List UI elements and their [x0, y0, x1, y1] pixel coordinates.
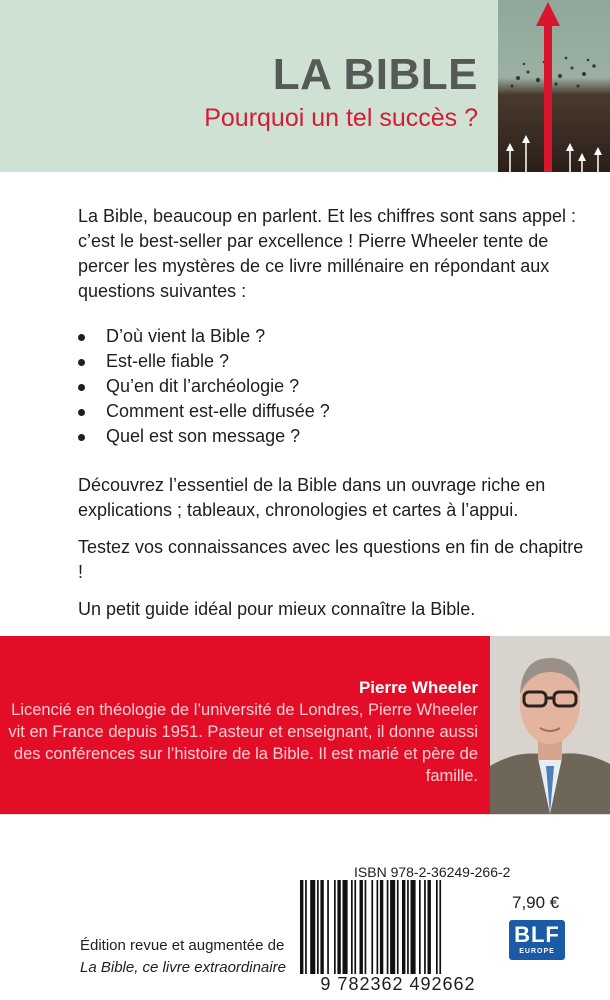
book-subtitle: Pourquoi un tel succès ?: [204, 104, 478, 132]
intro-paragraph: La Bible, beaucoup en parlent. Et les chiffres sont sans appel : c’est le best-seller par excellence ! Pierre Wheeler tente de percer les mystères de ce livre millénaire en répondant aux questions suivantes :: [78, 206, 576, 301]
list-item: D’où vient la Bible ?: [78, 324, 588, 349]
book-title: LA BIBLE: [272, 50, 478, 99]
list-item: Quel est son message ?: [78, 424, 588, 449]
publisher-logo: [509, 920, 565, 960]
author-name: Pierre Wheeler: [358, 678, 478, 697]
back-cover-description: [78, 204, 588, 622]
test-paragraph: Testez vos connaissances avec les questions en fin de chapitre !: [78, 537, 584, 582]
discover-paragraph: Découvrez l’essentiel de la Bible dans un ouvrage riche en explications ; tableaux, chronologies et cartes à l’appui.: [78, 475, 546, 520]
list-item: Est-elle fiable ?: [78, 349, 588, 374]
edition-line-2: La Bible, ce livre extraordinaire: [80, 959, 286, 976]
edition-line-1: Édition revue et augmentée de: [80, 937, 285, 954]
guide-paragraph: Un petit guide idéal pour mieux connaître la Bible.: [78, 599, 476, 619]
question-list: [78, 324, 588, 449]
author-photo: [490, 636, 610, 814]
isbn-label: ISBN 978-2-36249-266-2: [354, 864, 511, 880]
publisher-logo-subtext: EUROPE: [519, 948, 555, 955]
barcode-digits: 9 782362 492662: [320, 974, 476, 994]
edition-note: [80, 935, 286, 979]
author-bio: Licencié en théologie de l’université de Londres, Pierre Wheeler vit en France depuis 1951. Pasteur et enseignant, il donne aussi des conférences sur l’histoire de la Bible. Il est marié et père de famille.: [8, 701, 478, 785]
barcode: [298, 880, 498, 974]
list-item: Qu’en dit l’archéologie ?: [78, 374, 588, 399]
footer-divider: [0, 814, 610, 815]
author-section: [0, 636, 490, 814]
publisher-logo-text: BLF: [514, 922, 560, 947]
list-item: Comment est-elle diffusée ?: [78, 399, 588, 424]
price-label: 7,90 €: [512, 893, 560, 912]
cover-illustration: [498, 0, 610, 172]
cover-header: [0, 0, 610, 172]
